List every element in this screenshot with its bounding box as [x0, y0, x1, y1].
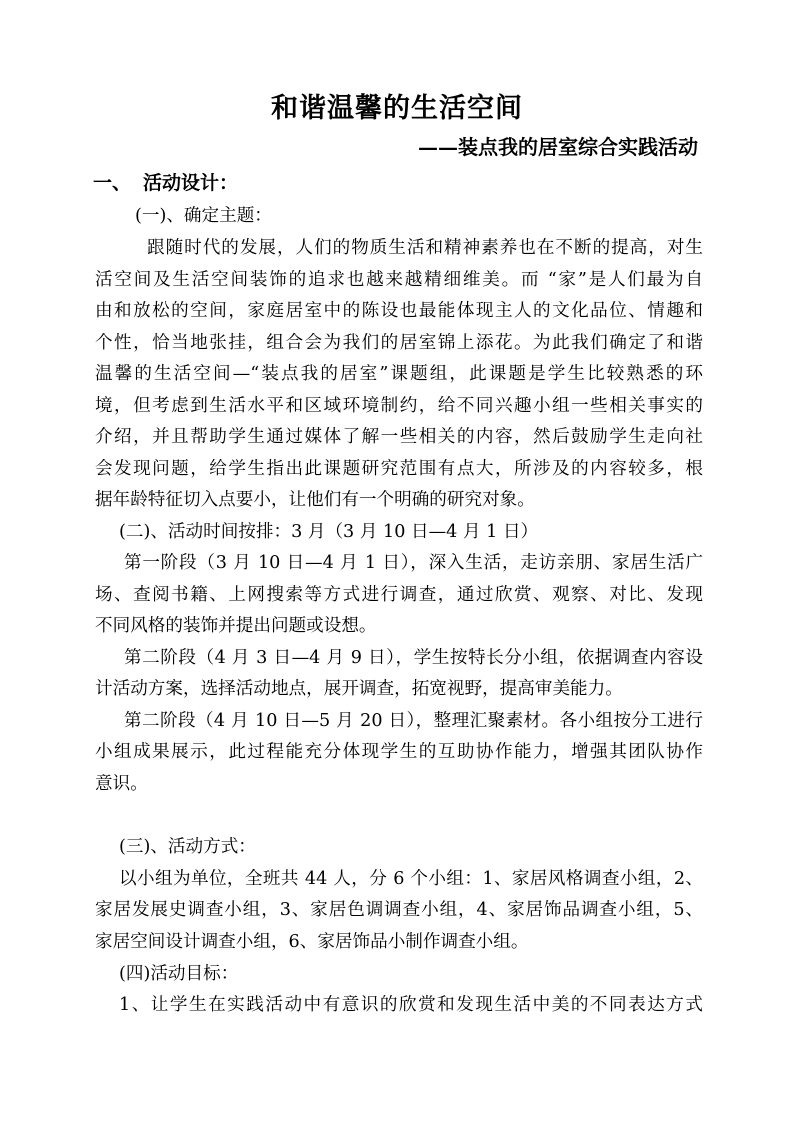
paragraph-line: 第二阶段（4 月 10 日—5 月 20 日），整理汇聚素材。各小组按分工进行 — [124, 711, 703, 731]
section-label: 活动设计： — [143, 172, 239, 194]
document-subtitle: ——装点我的居室综合实践活动 — [418, 135, 698, 159]
subheading-method: (三)、活动方式： — [119, 837, 256, 857]
document-title: 和谐温馨的生活空间 — [271, 93, 523, 124]
subheading-schedule: (二)、活动时间按排：3 月（3 月 10 日—4 月 1 日） — [119, 522, 539, 542]
paragraph-line: 场、查阅书籍、上网搜索等方式进行调查，通过欣赏、观察、对比、发现 — [95, 585, 703, 605]
paragraph-line: 不同风格的装饰并提出问题或设想。 — [95, 616, 377, 636]
paragraph-line: 以小组为单位，全班共 44 人，分 6 个小组：1、家居风格调查小组，2、 — [119, 869, 703, 889]
paragraph-line: 跟随时代的发展，人们的物质生活和精神素养也在不断的提高，对生 — [147, 238, 703, 258]
paragraph-line: 计活动方案，选择活动地点，展开调查，拓宽视野，提高审美能力。 — [95, 679, 623, 699]
paragraph-line: 第一阶段（3 月 10 日—4 月 1 日），深入生活，走访亲朋、家居生活广 — [124, 553, 703, 573]
paragraph-line: 会发现问题，给学生指出此课题研究范围有点大，所涉及的内容较多，根 — [95, 459, 703, 479]
paragraph-line: 介绍，并且帮助学生通过媒体了解一些相关的内容，然后鼓励学生走向社 — [95, 427, 703, 447]
paragraph-line: 家居发展史调查小组，3、家居色调调查小组，4、家居饰品调查小组，5、 — [95, 900, 703, 920]
paragraph-line: 境，但考虑到生活水平和区域环境制约，给不同兴趣小组一些相关事实的 — [95, 396, 703, 416]
paragraph-line: 家居空间设计调查小组，6、家居饰品小制作调查小组。 — [95, 932, 529, 952]
paragraph-line: 据年龄特征切入点要小，让他们有一个明确的研究对象。 — [95, 490, 535, 510]
section-heading-activity-design — [93, 169, 238, 197]
paragraph-line: 意识。 — [95, 774, 148, 794]
paragraph-line: 温馨的生活空间—“装点我的居室”课题组，此课题是学生比较熟悉的环 — [95, 364, 703, 384]
subheading-theme: (一)、确定主题： — [135, 206, 272, 226]
subheading-goals: (四)活动目标： — [119, 964, 239, 984]
paragraph-line: 活空间及生活空间装饰的追求也越来越精细维美。而 “家”是人们最为自 — [95, 270, 703, 290]
section-number: 一、 — [93, 172, 132, 194]
paragraph-line: 小组成果展示，此过程能充分体现学生的互助协作能力，增强其团队协作 — [95, 742, 703, 762]
paragraph-line: 由和放松的空间，家庭居室中的陈设也最能体现主人的文化品位、情趣和 — [95, 301, 703, 321]
paragraph-line: 第二阶段（4 月 3 日—4 月 9 日），学生按特长分小组，依据调查内容设 — [124, 648, 703, 668]
paragraph-line: 1、让学生在实践活动中有意识的欣赏和发现生活中美的不同表达方式 — [119, 995, 703, 1015]
paragraph-line: 个性，恰当地张挂，组合会为我们的居室锦上添花。为此我们确定了和谐 — [95, 333, 703, 353]
